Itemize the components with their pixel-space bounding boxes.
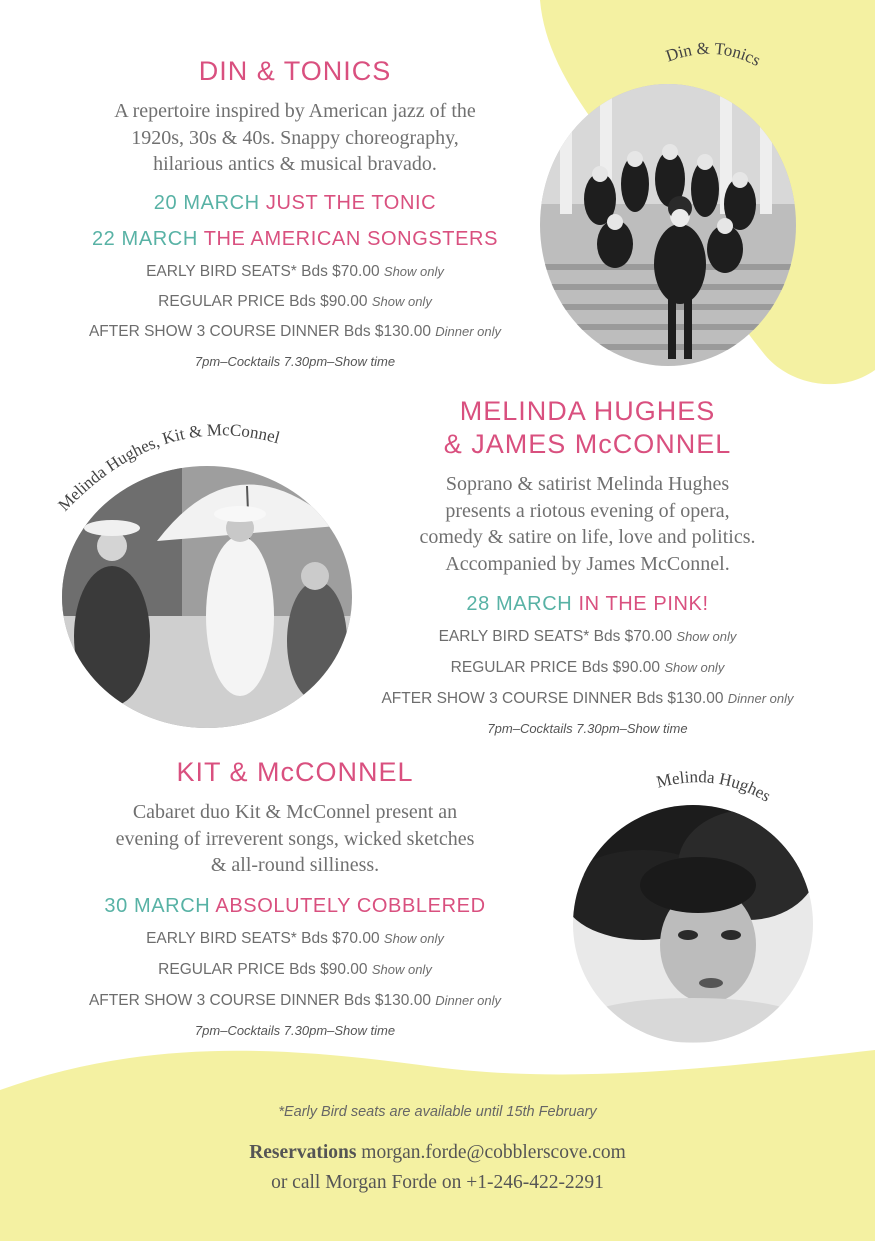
price-line: REGULAR PRICE Bds $90.00 Show only	[158, 292, 432, 310]
early-bird-footnote: *Early Bird seats are available until 15th February	[278, 1104, 597, 1120]
price-line: EARLY BIRD SEATS* Bds $70.00 Show only	[146, 262, 444, 280]
price-line: REGULAR PRICE Bds $90.00 Show only	[158, 960, 432, 978]
section-title: KIT & McCONNEL	[176, 757, 414, 787]
price-line: AFTER SHOW 3 COURSE DINNER Bds $130.00 Dinner only	[88, 991, 502, 1009]
melinda-hughes-photo	[573, 805, 813, 1043]
section-title: DIN & TONICS	[198, 56, 392, 86]
show-date-line: 22 MARCH THE AMERICAN SONGSTERS	[91, 227, 499, 250]
time-line: 7pm–Cocktails 7.30pm–Show time	[194, 1022, 396, 1038]
time-line: 7pm–Cocktails 7.30pm–Show time	[487, 721, 688, 736]
price-line: EARLY BIRD SEATS* Bds $70.00 Show only	[438, 628, 737, 645]
reservations-phone-line: or call Morgan Forde on +1-246-422-2291	[271, 1172, 604, 1193]
kit-mcconnel-section	[50, 756, 540, 1038]
svg-text:Din & Tonics: Din & Tonics	[663, 38, 764, 70]
svg-text:Melinda Hughes: Melinda Hughes	[654, 767, 775, 806]
price-line: EARLY BIRD SEATS* Bds $70.00 Show only	[146, 929, 444, 947]
price-line: REGULAR PRICE Bds $90.00 Show only	[450, 659, 725, 676]
reservations-email[interactable]: morgan.forde@cobblerscove.com	[361, 1142, 626, 1163]
melinda-kit-photo-label	[40, 400, 340, 530]
show-date-line: 28 MARCH IN THE PINK!	[466, 593, 709, 615]
din-tonics-photo-label	[640, 30, 820, 110]
reservations-info: Reservations morgan.forde@cobblerscove.com	[249, 1142, 626, 1163]
din-tonics-photo	[540, 84, 796, 366]
show-date-line: 30 MARCH ABSOLUTELY COBBLERED	[104, 894, 486, 917]
melinda-hughes-photo-label	[640, 760, 820, 840]
melinda-hughes-section	[345, 395, 830, 736]
section-description: Soprano & satirist Melinda Hughes presents a riotous evening of opera, comedy & satire on life, love and politics. Accompanied by James McConnel.	[419, 473, 756, 575]
svg-text:Melinda Hughes, Kit & McConnel: Melinda Hughes, Kit & McConnel	[54, 420, 282, 515]
section-description: Cabaret duo Kit & McConnel present an evening of irreverent songs, wicked sketches & all-round silliness.	[115, 801, 475, 876]
time-line: 7pm–Cocktails 7.30pm–Show time	[194, 353, 396, 369]
price-line: AFTER SHOW 3 COURSE DINNER Bds $130.00 Dinner only	[88, 322, 502, 340]
din-tonics-section	[50, 55, 540, 369]
show-date-line: 20 MARCH JUST THE TONIC	[153, 191, 437, 214]
section-description: A repertoire inspired by American jazz of the 1920s, 30s & 40s. Snappy choreography, hilarious antics & musical bravado.	[114, 100, 476, 175]
section-title: MELINDA HUGHES & JAMES McCONNEL	[443, 396, 732, 459]
footer	[0, 1104, 875, 1198]
price-line: AFTER SHOW 3 COURSE DINNER Bds $130.00 Dinner only	[381, 690, 794, 707]
